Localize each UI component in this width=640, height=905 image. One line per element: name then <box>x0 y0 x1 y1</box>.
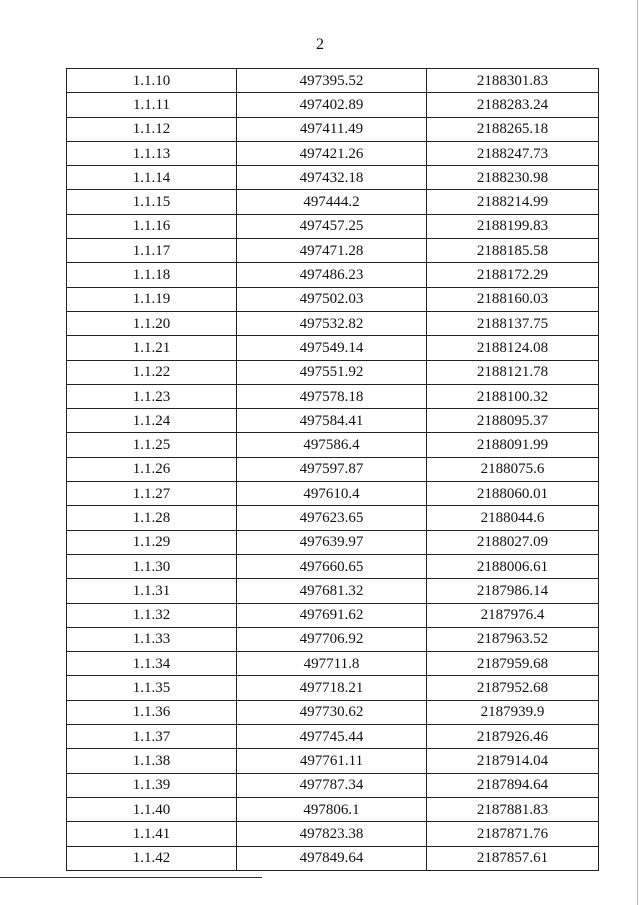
point-number-cell: 1.1.32 <box>67 603 237 627</box>
y-coordinate-cell: 2188301.83 <box>427 69 599 93</box>
y-coordinate-cell: 2187871.76 <box>427 822 599 846</box>
x-coordinate-cell: 497681.32 <box>237 579 427 603</box>
coordinates-table-body <box>67 69 599 871</box>
table-row <box>67 797 599 821</box>
point-number-cell: 1.1.42 <box>67 846 237 870</box>
x-coordinate-cell: 497578.18 <box>237 384 427 408</box>
y-coordinate-cell: 2187894.64 <box>427 773 599 797</box>
y-coordinate-cell: 2188060.01 <box>427 482 599 506</box>
x-coordinate-cell: 497823.38 <box>237 822 427 846</box>
table-row <box>67 433 599 457</box>
x-coordinate-cell: 497395.52 <box>237 69 427 93</box>
coordinates-table <box>66 68 599 871</box>
x-coordinate-cell: 497745.44 <box>237 725 427 749</box>
point-number-cell: 1.1.16 <box>67 214 237 238</box>
x-coordinate-cell: 497639.97 <box>237 530 427 554</box>
y-coordinate-cell: 2188185.58 <box>427 239 599 263</box>
x-coordinate-cell: 497787.34 <box>237 773 427 797</box>
table-row <box>67 652 599 676</box>
table-row <box>67 482 599 506</box>
y-coordinate-cell: 2187926.46 <box>427 725 599 749</box>
page-number: 2 <box>316 36 324 53</box>
x-coordinate-cell: 497471.28 <box>237 239 427 263</box>
x-coordinate-cell: 497691.62 <box>237 603 427 627</box>
y-coordinate-cell: 2188247.73 <box>427 141 599 165</box>
point-number-cell: 1.1.17 <box>67 239 237 263</box>
x-coordinate-cell: 497711.8 <box>237 652 427 676</box>
table-row <box>67 239 599 263</box>
point-number-cell: 1.1.22 <box>67 360 237 384</box>
table-row <box>67 725 599 749</box>
x-coordinate-cell: 497761.11 <box>237 749 427 773</box>
table-row <box>67 311 599 335</box>
point-number-cell: 1.1.24 <box>67 409 237 433</box>
point-number-cell: 1.1.34 <box>67 652 237 676</box>
table-row <box>67 700 599 724</box>
table-row <box>67 530 599 554</box>
x-coordinate-cell: 497584.41 <box>237 409 427 433</box>
page-edge-line <box>637 0 638 905</box>
table-row <box>67 822 599 846</box>
table-row <box>67 676 599 700</box>
y-coordinate-cell: 2187986.14 <box>427 579 599 603</box>
x-coordinate-cell: 497551.92 <box>237 360 427 384</box>
point-number-cell: 1.1.35 <box>67 676 237 700</box>
x-coordinate-cell: 497411.49 <box>237 117 427 141</box>
table-row <box>67 384 599 408</box>
point-number-cell: 1.1.40 <box>67 797 237 821</box>
y-coordinate-cell: 2188075.6 <box>427 457 599 481</box>
point-number-cell: 1.1.18 <box>67 263 237 287</box>
point-number-cell: 1.1.11 <box>67 93 237 117</box>
y-coordinate-cell: 2187976.4 <box>427 603 599 627</box>
table-row <box>67 749 599 773</box>
x-coordinate-cell: 497706.92 <box>237 627 427 651</box>
y-coordinate-cell: 2188265.18 <box>427 117 599 141</box>
point-number-cell: 1.1.26 <box>67 457 237 481</box>
point-number-cell: 1.1.21 <box>67 336 237 360</box>
table-row <box>67 190 599 214</box>
point-number-cell: 1.1.13 <box>67 141 237 165</box>
table-row <box>67 554 599 578</box>
x-coordinate-cell: 497486.23 <box>237 263 427 287</box>
point-number-cell: 1.1.28 <box>67 506 237 530</box>
table-row <box>67 603 599 627</box>
y-coordinate-cell: 2187939.9 <box>427 700 599 724</box>
table-row <box>67 773 599 797</box>
x-coordinate-cell: 497586.4 <box>237 433 427 457</box>
y-coordinate-cell: 2188137.75 <box>427 311 599 335</box>
table-row <box>67 117 599 141</box>
y-coordinate-cell: 2188095.37 <box>427 409 599 433</box>
y-coordinate-cell: 2188172.29 <box>427 263 599 287</box>
table-row <box>67 457 599 481</box>
y-coordinate-cell: 2188160.03 <box>427 287 599 311</box>
point-number-cell: 1.1.41 <box>67 822 237 846</box>
y-coordinate-cell: 2188100.32 <box>427 384 599 408</box>
point-number-cell: 1.1.30 <box>67 554 237 578</box>
table-row <box>67 579 599 603</box>
x-coordinate-cell: 497849.64 <box>237 846 427 870</box>
x-coordinate-cell: 497623.65 <box>237 506 427 530</box>
footnote-separator <box>0 877 262 878</box>
x-coordinate-cell: 497421.26 <box>237 141 427 165</box>
y-coordinate-cell: 2187959.68 <box>427 652 599 676</box>
x-coordinate-cell: 497730.62 <box>237 700 427 724</box>
y-coordinate-cell: 2188230.98 <box>427 166 599 190</box>
x-coordinate-cell: 497718.21 <box>237 676 427 700</box>
table-row <box>67 141 599 165</box>
y-coordinate-cell: 2188121.78 <box>427 360 599 384</box>
x-coordinate-cell: 497532.82 <box>237 311 427 335</box>
point-number-cell: 1.1.33 <box>67 627 237 651</box>
table-row <box>67 627 599 651</box>
x-coordinate-cell: 497597.87 <box>237 457 427 481</box>
table-row <box>67 166 599 190</box>
y-coordinate-cell: 2187881.83 <box>427 797 599 821</box>
table-row <box>67 360 599 384</box>
table-row <box>67 69 599 93</box>
y-coordinate-cell: 2188091.99 <box>427 433 599 457</box>
table-row <box>67 506 599 530</box>
y-coordinate-cell: 2188199.83 <box>427 214 599 238</box>
x-coordinate-cell: 497432.18 <box>237 166 427 190</box>
table-row <box>67 214 599 238</box>
x-coordinate-cell: 497457.25 <box>237 214 427 238</box>
point-number-cell: 1.1.27 <box>67 482 237 506</box>
table-row <box>67 409 599 433</box>
point-number-cell: 1.1.36 <box>67 700 237 724</box>
y-coordinate-cell: 2188214.99 <box>427 190 599 214</box>
x-coordinate-cell: 497402.89 <box>237 93 427 117</box>
y-coordinate-cell: 2187914.04 <box>427 749 599 773</box>
table-row <box>67 336 599 360</box>
y-coordinate-cell: 2187857.61 <box>427 846 599 870</box>
x-coordinate-cell: 497444.2 <box>237 190 427 214</box>
point-number-cell: 1.1.14 <box>67 166 237 190</box>
table-row <box>67 846 599 870</box>
point-number-cell: 1.1.12 <box>67 117 237 141</box>
point-number-cell: 1.1.38 <box>67 749 237 773</box>
y-coordinate-cell: 2188006.61 <box>427 554 599 578</box>
x-coordinate-cell: 497502.03 <box>237 287 427 311</box>
point-number-cell: 1.1.31 <box>67 579 237 603</box>
point-number-cell: 1.1.20 <box>67 311 237 335</box>
y-coordinate-cell: 2188124.08 <box>427 336 599 360</box>
point-number-cell: 1.1.19 <box>67 287 237 311</box>
y-coordinate-cell: 2188044.6 <box>427 506 599 530</box>
table-row <box>67 263 599 287</box>
x-coordinate-cell: 497806.1 <box>237 797 427 821</box>
point-number-cell: 1.1.23 <box>67 384 237 408</box>
y-coordinate-cell: 2188283.24 <box>427 93 599 117</box>
point-number-cell: 1.1.29 <box>67 530 237 554</box>
x-coordinate-cell: 497549.14 <box>237 336 427 360</box>
table-row <box>67 93 599 117</box>
y-coordinate-cell: 2188027.09 <box>427 530 599 554</box>
table-row <box>67 287 599 311</box>
point-number-cell: 1.1.10 <box>67 69 237 93</box>
point-number-cell: 1.1.39 <box>67 773 237 797</box>
point-number-cell: 1.1.25 <box>67 433 237 457</box>
x-coordinate-cell: 497610.4 <box>237 482 427 506</box>
y-coordinate-cell: 2187963.52 <box>427 627 599 651</box>
y-coordinate-cell: 2187952.68 <box>427 676 599 700</box>
point-number-cell: 1.1.37 <box>67 725 237 749</box>
point-number-cell: 1.1.15 <box>67 190 237 214</box>
x-coordinate-cell: 497660.65 <box>237 554 427 578</box>
